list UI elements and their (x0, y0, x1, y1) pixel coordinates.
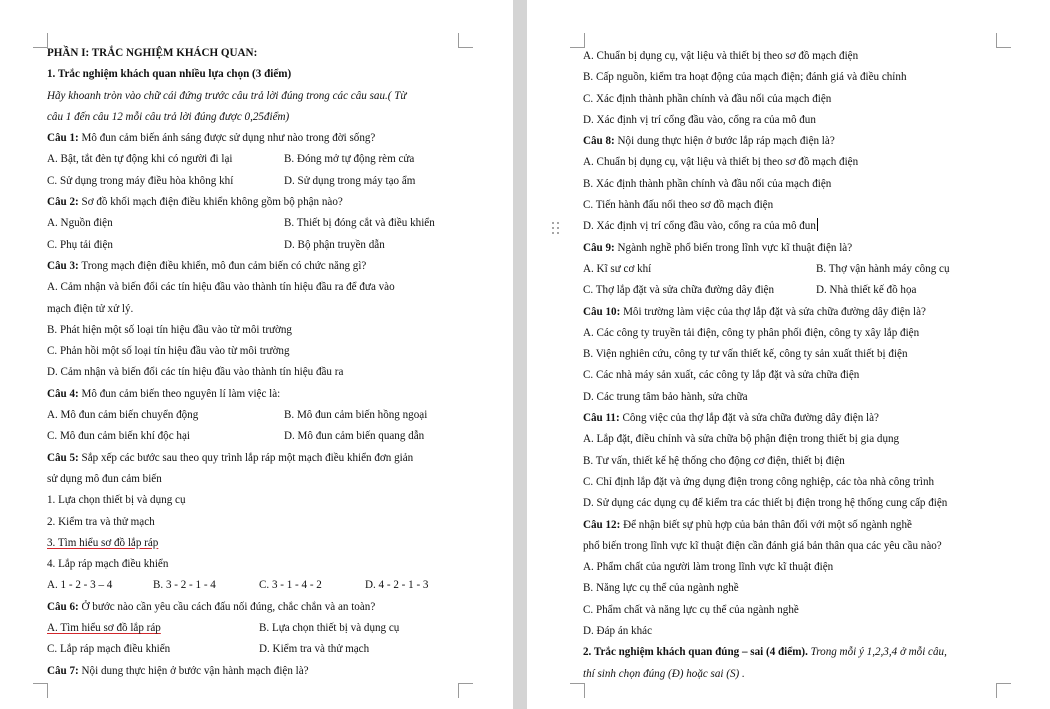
text-line[interactable] (47, 320, 502, 341)
question-text: Mô đun cảm biến theo nguyên lí làm việc là: (78, 387, 281, 400)
text-line[interactable] (47, 362, 502, 383)
question-number: Câu 7: (47, 664, 79, 677)
text-line[interactable] (583, 408, 1045, 429)
text-line[interactable] (47, 575, 502, 596)
text-line[interactable] (583, 259, 1045, 280)
question-text: Nội dung thực hiện ở bước lắp ráp mạch điện là? (614, 135, 835, 148)
text-line[interactable] (583, 238, 1045, 259)
text-line[interactable] (583, 557, 1045, 578)
document-page-right[interactable] (527, 0, 1050, 709)
instruction-text: thí sinh chọn đúng (Đ) hoặc sai (S) . (583, 667, 745, 680)
answer-option: A. Bật, tắt đèn tự động khi có người đi lại (47, 153, 233, 166)
question-text: Nội dung thực hiện ở bước vận hành mạch điện là? (78, 664, 309, 677)
page-corner-mark-bottom-left (570, 683, 585, 698)
text-line[interactable] (47, 192, 502, 213)
text-line[interactable] (583, 323, 1045, 344)
text-cursor (817, 218, 818, 231)
text-line[interactable] (583, 152, 1045, 173)
text-line[interactable] (47, 64, 502, 85)
question-number: Câu 1: (47, 132, 79, 145)
question-number: Câu 3: (47, 259, 79, 272)
answer-option: A. Nguồn điện (47, 217, 113, 230)
question-number: Câu 8: (583, 135, 615, 148)
text-line[interactable] (583, 664, 1045, 685)
instruction-text: Trong mỗi ý 1,2,3,4 ở mỗi câu, (807, 646, 947, 659)
document-page-left[interactable] (0, 0, 513, 709)
page-corner-mark-top-left (33, 33, 48, 48)
answer-option: A. Kĩ sư cơ khí (583, 262, 652, 275)
answer-option: C. Tiến hành đấu nối theo sơ đồ mạch điện (583, 199, 774, 212)
answer-option: A. Chuẩn bị dụng cụ, vật liệu và thiết bị theo sơ đồ mạch điện (583, 50, 859, 62)
answer-option: C. Phụ tải điện (47, 238, 113, 251)
answer-option: B. Cấp nguồn, kiểm tra hoạt động của mạch điện; đánh giá và điều chỉnh (583, 71, 907, 84)
text-line[interactable] (47, 618, 502, 639)
answer-option: A. Lắp đặt, điều chỉnh và sửa chữa bộ phận điện trong thiết bị gia dụng (583, 433, 900, 446)
section-heading: 2. Trắc nghiệm khách quan đúng – sai (4 điểm). (583, 646, 808, 659)
answer-option: 1. Lựa chọn thiết bị và dụng cụ (47, 494, 186, 507)
page-right-text[interactable] (583, 46, 1045, 685)
answer-option: C. Các nhà máy sản xuất, các công ty lắp đặt và sửa chữa điện (583, 369, 860, 382)
text-line[interactable] (47, 213, 502, 234)
text-line[interactable] (583, 302, 1045, 323)
answer-option: D. Xác định vị trí cổng đầu vào, cổng ra của mô đun (583, 220, 816, 233)
section-heading: 1. Trắc nghiệm khách quan nhiều lựa chọn (3 điểm) (47, 68, 292, 81)
answer-option: C. Phản hồi một số loại tín hiệu đầu vào từ môi trường (47, 345, 290, 358)
text-line[interactable] (47, 149, 502, 170)
question-text: Môi trường làm việc của thợ lắp đặt và sửa chữa đường dây điện là? (620, 305, 926, 318)
answer-option: C. Phẩm chất và năng lực cụ thể của ngành nghề (583, 603, 799, 616)
answer-option: B. Xác định thành phần chính và đầu nối của mạch điện (583, 177, 832, 190)
text-line[interactable] (583, 621, 1045, 642)
answer-option: B. Thiết bị đóng cắt và điều khiển (284, 217, 435, 230)
text-line[interactable] (583, 642, 1045, 663)
answer-option: D. Nhà thiết kế đồ họa (816, 284, 917, 297)
text-line[interactable] (583, 387, 1045, 408)
answer-option: B. Đóng mở tự động rèm cửa (284, 153, 415, 166)
text-line[interactable] (47, 554, 502, 575)
question-text: Ngành nghề phổ biến trong lĩnh vực kĩ thuật điện là? (614, 241, 853, 254)
question-number: Câu 6: (47, 600, 79, 613)
answer-option: A. Mô đun cảm biến chuyển động (47, 409, 199, 422)
answer-option-underlined: 3. Tìm hiểu sơ đồ lắp ráp (47, 536, 159, 549)
answer-option: D. Mô đun cảm biến quang dẫn (284, 430, 425, 443)
answer-option: B. Tư vấn, thiết kế hệ thống cho động cơ điện, thiết bị điện (583, 454, 845, 467)
answer-option: C. 3 - 1 - 4 - 2 (259, 579, 322, 592)
answer-option: phổ biến trong lĩnh vực kĩ thuật điện cần đánh giá bản thân qua các yêu cầu nào? (583, 539, 942, 552)
text-line[interactable] (47, 86, 502, 107)
question-number: Câu 2: (47, 196, 79, 209)
text-line[interactable] (47, 43, 502, 64)
text-line[interactable] (583, 365, 1045, 386)
question-number: Câu 11: (583, 412, 620, 425)
answer-option: B. Phát hiện một số loại tín hiệu đầu vào từ môi trường (47, 323, 292, 336)
text-line[interactable] (47, 448, 502, 469)
question-number: Câu 5: (47, 451, 79, 464)
answer-option: A. Các công ty truyền tải điện, công ty phân phối điện, công ty xây lắp điện (583, 326, 920, 339)
text-line[interactable] (47, 384, 502, 405)
question-number: Câu 4: (47, 387, 79, 400)
answer-option: 2. Kiểm tra và thử mạch (47, 515, 155, 528)
text-line[interactable] (583, 174, 1045, 195)
text-line[interactable] (47, 639, 502, 660)
answer-option: A. 1 - 2 - 3 – 4 (47, 579, 113, 592)
text-line[interactable] (47, 469, 502, 490)
answer-option: B. Viện nghiên cứu, công ty tư vấn thiết kế, công ty sản xuất thiết bị điện (583, 348, 908, 361)
text-line[interactable] (47, 426, 502, 447)
text-line[interactable] (583, 216, 1045, 237)
answer-option: C. Chỉ định lắp đặt và ứng dụng điện trong công nghiệp, các tòa nhà công trình (583, 475, 935, 488)
answer-option: D. Xác định vị trí cổng đầu vào, cổng ra của mô đun (583, 113, 816, 126)
page-corner-mark-bottom-left (33, 683, 48, 698)
text-line[interactable] (47, 128, 502, 149)
question-text: Trong mạch điện điều khiển, mô đun cảm biến có chức năng gì? (78, 259, 367, 272)
text-line[interactable] (47, 405, 502, 426)
answer-option: A. Tìm hiểu sơ đồ lắp ráp (47, 622, 161, 635)
answer-option: B. Lựa chọn thiết bị và dụng cụ (259, 622, 400, 635)
text-line[interactable] (583, 451, 1045, 472)
answer-option: D. Các trung tâm bảo hành, sửa chữa (583, 390, 748, 403)
answer-option: C. Lắp ráp mạch điều khiển (47, 643, 171, 656)
text-line[interactable] (583, 131, 1045, 152)
answer-option: 4. Lắp ráp mạch điều khiển (47, 558, 169, 571)
answer-option: D. 4 - 2 - 1 - 3 (365, 579, 429, 592)
answer-option: sử dụng mô đun cảm biến (47, 472, 162, 485)
instruction-text: Hãy khoanh tròn vào chữ cái đứng trước câu trả lời đúng trong các câu sau.( Từ (47, 89, 407, 102)
answer-option: B. Năng lực cụ thể của ngành nghề (583, 582, 739, 595)
answer-option: mạch điện tử xử lý. (47, 302, 134, 315)
answer-option: B. Mô đun cảm biến hồng ngoại (284, 409, 428, 422)
text-line[interactable] (583, 536, 1045, 557)
answer-option: C. Thợ lắp đặt và sửa chữa đường dây điện (583, 284, 774, 297)
question-text: Để nhận biết sự phù hợp của bản thân đối với một số ngành nghề (620, 518, 912, 531)
instruction-text: câu 1 đến câu 12 mỗi câu trả lời đúng được 0,25điểm) (47, 110, 290, 123)
text-line[interactable] (47, 533, 502, 554)
question-text: Ở bước nào cần yêu cầu cách đấu nối đúng, chắc chắn và an toàn? (78, 600, 376, 613)
text-line[interactable] (583, 195, 1045, 216)
answer-option: A. Cảm nhận và biến đổi các tín hiệu đầu vào thành tín hiệu đầu ra để đưa vào (47, 281, 395, 294)
answer-option: B. 3 - 2 - 1 - 4 (153, 579, 216, 592)
text-line[interactable] (583, 578, 1045, 599)
text-line[interactable] (583, 67, 1045, 88)
answer-option: D. Đáp án khác (583, 625, 653, 638)
question-text: Công việc của thợ lắp đặt và sửa chữa đường dây điện là? (619, 412, 879, 425)
answer-option: D. Cảm nhận và biến đổi các tín hiệu đầu vào thành tín hiệu đầu ra (47, 366, 344, 379)
text-line[interactable] (583, 429, 1045, 450)
text-line[interactable] (47, 256, 502, 277)
answer-option: C. Mô đun cảm biến khí độc hại (47, 430, 190, 443)
answer-option: C. Xác định thành phần chính và đầu nối của mạch điện (583, 92, 832, 105)
text-line[interactable] (583, 110, 1045, 131)
page-corner-mark-bottom-right (458, 683, 473, 698)
answer-option: D. Bộ phận truyền dẫn (284, 238, 385, 251)
text-line[interactable] (47, 107, 502, 128)
text-line[interactable] (583, 515, 1045, 536)
text-line[interactable] (47, 597, 502, 618)
answer-option: C. Sử dụng trong máy điều hòa không khí (47, 174, 234, 187)
drag-handle-icon[interactable] (552, 222, 560, 236)
answer-option: D. Sử dụng các dụng cụ để kiểm tra các thiết bị điện trong hệ thống cung cấp điện (583, 497, 948, 510)
page-left-text[interactable] (47, 43, 502, 682)
question-text: Sơ đồ khối mạch điện điều khiển không gồm bộ phận nào? (78, 196, 343, 209)
answer-option: D. Kiểm tra và thử mạch (259, 643, 370, 656)
text-line[interactable] (47, 299, 502, 320)
text-line[interactable] (583, 46, 1045, 67)
question-number: Câu 12: (583, 518, 621, 531)
text-line[interactable] (47, 277, 502, 298)
text-line[interactable] (47, 661, 502, 682)
text-line[interactable] (583, 472, 1045, 493)
answer-option: B. Thợ vận hành máy công cụ (816, 262, 950, 275)
question-text: Mô đun cảm biến ánh sáng được sử dụng như nào trong đời sống? (78, 132, 376, 145)
text-line[interactable] (583, 344, 1045, 365)
answer-option: A. Chuẩn bị dụng cụ, vật liệu và thiết bị theo sơ đồ mạch điện (583, 156, 859, 169)
page-gap (513, 0, 527, 709)
text-line[interactable] (583, 493, 1045, 514)
text-line[interactable] (583, 89, 1045, 110)
question-number: Câu 9: (583, 241, 615, 254)
page-corner-mark-bottom-right (996, 683, 1011, 698)
text-line[interactable] (583, 600, 1045, 621)
question-number: Câu 10: (583, 305, 621, 318)
text-line[interactable] (47, 490, 502, 511)
question-text: Sắp xếp các bước sau theo quy trình lắp ráp một mạch điều khiển đơn giản (78, 451, 414, 464)
text-line[interactable] (47, 171, 502, 192)
text-line[interactable] (47, 235, 502, 256)
answer-option: A. Phẩm chất của người làm trong lĩnh vực kĩ thuật điện (583, 561, 834, 574)
answer-option: D. Sử dụng trong máy tạo ẩm (284, 174, 416, 187)
text-line[interactable] (47, 341, 502, 362)
text-line[interactable] (47, 512, 502, 533)
section-heading: PHẦN I: TRẮC NGHIỆM KHÁCH QUAN: (47, 47, 258, 59)
text-line[interactable] (583, 280, 1045, 301)
